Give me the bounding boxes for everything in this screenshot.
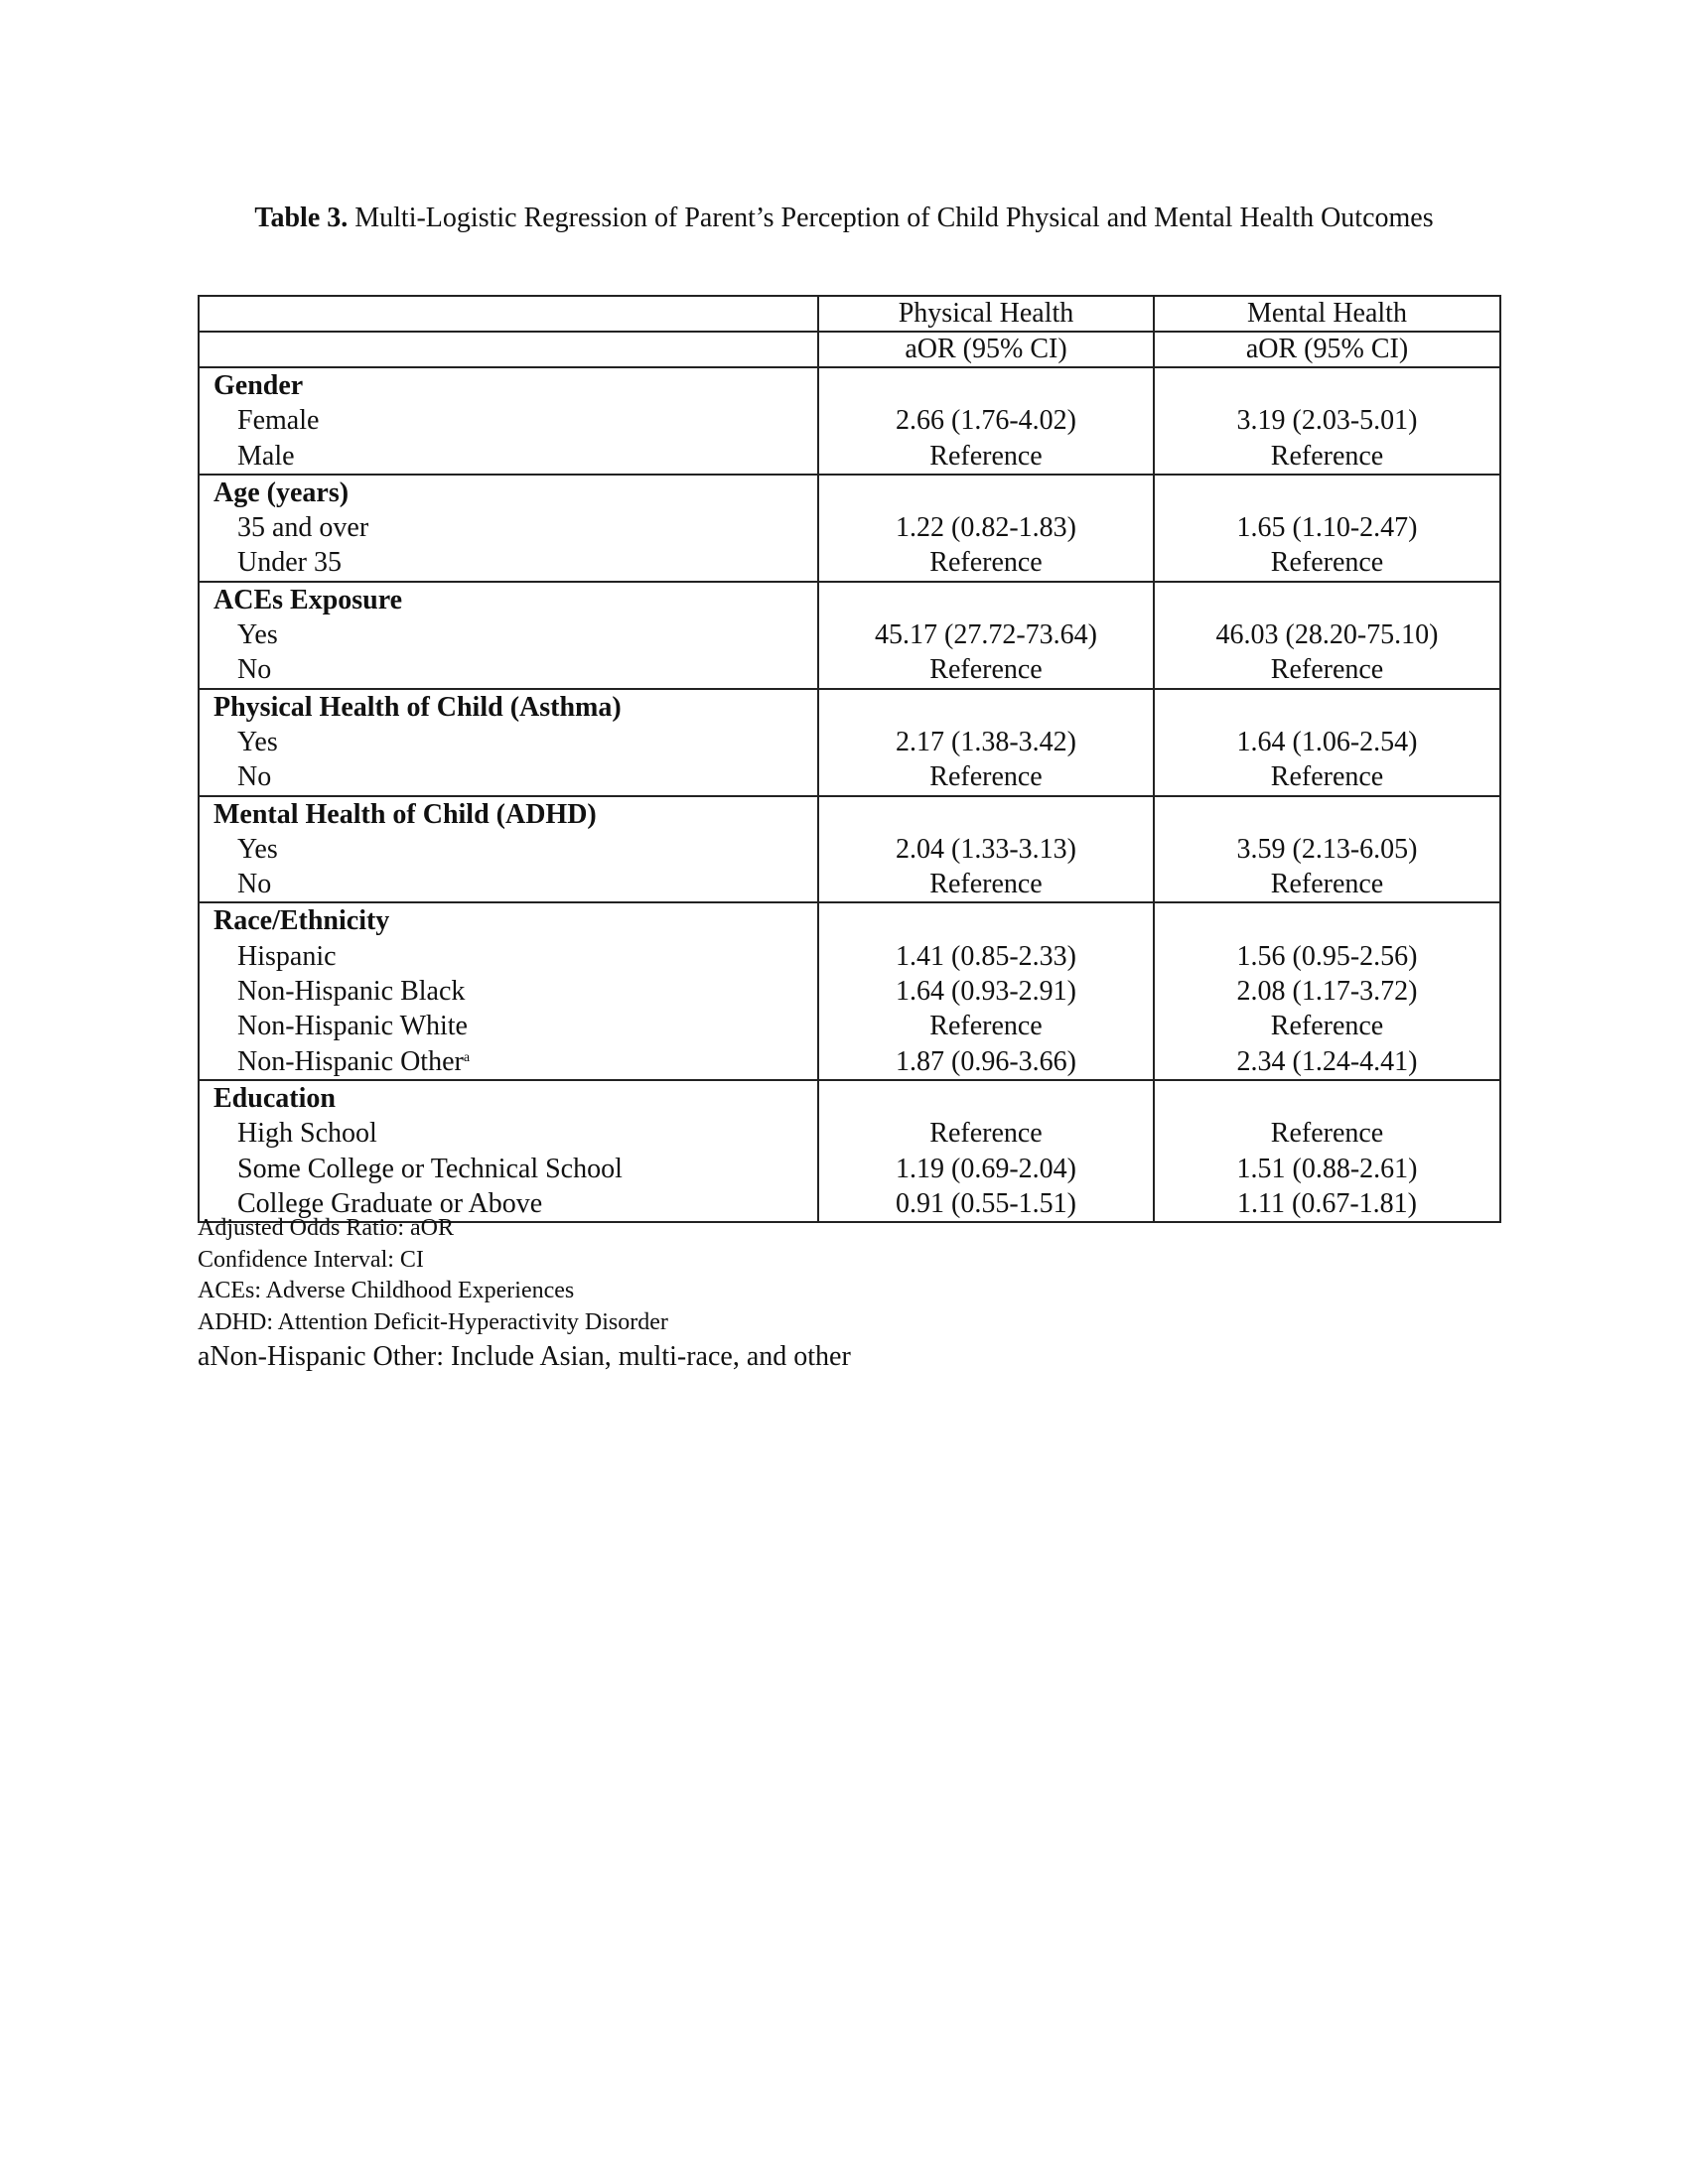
physical-value: 45.17 (27.72-73.64) <box>875 619 1097 651</box>
regression-table <box>198 295 1501 1223</box>
physical-cell <box>818 796 1154 903</box>
row-label-text: Non-Hispanic Other <box>237 1045 464 1077</box>
row-label <box>200 1044 817 1079</box>
row-label-text: High School <box>237 1118 377 1150</box>
row-label-text: College Graduate or Above <box>237 1187 543 1219</box>
table-caption <box>199 200 1489 236</box>
physical-cell <box>818 902 1154 1079</box>
row-label <box>200 510 817 545</box>
header-physical: Physical Health <box>818 296 1154 332</box>
physical-value: Reference <box>929 1011 1043 1042</box>
physical-value: Reference <box>929 1118 1043 1150</box>
spacer <box>1155 690 1499 725</box>
physical-value: 1.41 (0.85-2.33) <box>896 940 1076 972</box>
physical-value: Reference <box>929 654 1043 686</box>
spacer <box>819 368 1153 403</box>
row-label <box>200 652 817 687</box>
label-cell <box>199 902 818 1079</box>
row-label <box>200 759 817 794</box>
row-label-text: Yes <box>237 726 278 757</box>
row-label-text: No <box>237 869 272 900</box>
group-title: Mental Health of Child (ADHD) <box>213 798 597 830</box>
group-title: ACEs Exposure <box>213 584 403 615</box>
row-label <box>200 832 817 867</box>
table-group <box>199 689 1500 796</box>
spacer <box>1155 1081 1499 1116</box>
table-group <box>199 582 1500 689</box>
subheader-physical: aOR (95% CI) <box>818 332 1154 367</box>
row-label-text: Under 35 <box>237 547 342 579</box>
mental-value: 46.03 (28.20-75.10) <box>1215 619 1439 651</box>
row-label-text: No <box>237 761 272 793</box>
table-group <box>199 796 1500 903</box>
header-row <box>199 296 1500 332</box>
physical-value: Reference <box>929 869 1043 900</box>
table-group <box>199 902 1500 1079</box>
physical-value: 1.87 (0.96-3.66) <box>896 1045 1076 1077</box>
mental-value: Reference <box>1270 547 1384 579</box>
spacer <box>1155 476 1499 510</box>
row-label <box>200 403 817 438</box>
mental-value: Reference <box>1270 1011 1384 1042</box>
row-label <box>200 939 817 974</box>
spacer <box>819 690 1153 725</box>
physical-value: 1.64 (0.93-2.91) <box>896 976 1076 1008</box>
table-notes <box>198 1213 851 1374</box>
subheader-blank-cell <box>199 332 818 367</box>
physical-cell <box>818 1080 1154 1222</box>
spacer <box>819 797 1153 832</box>
mental-value: Reference <box>1270 654 1384 686</box>
subheader-row <box>199 332 1500 367</box>
header-mental: Mental Health <box>1154 296 1500 332</box>
row-label <box>200 617 817 652</box>
physical-cell <box>818 582 1154 689</box>
physical-value: 2.66 (1.76-4.02) <box>896 405 1076 437</box>
mental-value: Reference <box>1270 869 1384 900</box>
row-label-text: Some College or Technical School <box>237 1153 623 1184</box>
physical-value: 2.17 (1.38-3.42) <box>896 726 1076 757</box>
spacer <box>1155 583 1499 617</box>
mental-value: 1.11 (0.67-1.81) <box>1237 1187 1417 1219</box>
physical-value: 0.91 (0.55-1.51) <box>896 1187 1076 1219</box>
spacer <box>819 583 1153 617</box>
spacer <box>819 903 1153 938</box>
footnote-other: aNon-Hispanic Other: Include Asian, multi-race, and other <box>198 1341 851 1372</box>
row-label-text: Non-Hispanic Black <box>237 976 466 1008</box>
row-label <box>200 867 817 901</box>
physical-value: Reference <box>929 547 1043 579</box>
footnote-marker: a <box>463 1049 471 1065</box>
label-cell <box>199 582 818 689</box>
row-label-text: Female <box>237 405 320 437</box>
physical-value: 1.22 (0.82-1.83) <box>896 512 1076 544</box>
mental-value: 1.64 (1.06-2.54) <box>1236 726 1418 757</box>
row-label-text: 35 and over <box>237 512 369 544</box>
physical-cell <box>818 689 1154 796</box>
spacer <box>1155 368 1499 403</box>
label-cell <box>199 796 818 903</box>
mental-value: 1.65 (1.10-2.47) <box>1236 512 1418 544</box>
group-title: Gender <box>213 370 304 401</box>
row-label <box>200 1116 817 1151</box>
row-label-text: No <box>237 654 272 686</box>
mental-value: 2.08 (1.17-3.72) <box>1236 976 1418 1008</box>
row-label-text: Hispanic <box>237 940 337 972</box>
note-adhd: ADHD: Attention Deficit-Hyperactivity Disorder <box>198 1308 668 1335</box>
row-label-text: Yes <box>237 619 278 651</box>
physical-value: Reference <box>929 440 1043 472</box>
row-label-text: Yes <box>237 833 278 865</box>
mental-cell <box>1154 1080 1500 1222</box>
row-label <box>200 725 817 759</box>
spacer <box>819 1081 1153 1116</box>
spacer <box>1155 797 1499 832</box>
note-aor: Adjusted Odds Ratio: aOR <box>198 1215 454 1241</box>
table-group <box>199 367 1500 475</box>
caption-text: Multi-Logistic Regression of Parent’s Perception of Child Physical and Mental Health Outcomes <box>348 203 1434 233</box>
physical-value: 1.19 (0.69-2.04) <box>896 1153 1076 1184</box>
mental-cell <box>1154 796 1500 903</box>
header-blank-cell <box>199 296 818 332</box>
group-title: Education <box>213 1082 336 1114</box>
mental-cell <box>1154 902 1500 1079</box>
physical-cell <box>818 475 1154 582</box>
label-cell <box>199 1080 818 1222</box>
label-cell <box>199 689 818 796</box>
note-ci: Confidence Interval: CI <box>198 1246 424 1273</box>
group-title: Race/Ethnicity <box>213 905 390 937</box>
mental-value: Reference <box>1270 761 1384 793</box>
physical-value: 2.04 (1.33-3.13) <box>896 833 1076 865</box>
spacer <box>819 476 1153 510</box>
row-label <box>200 1152 817 1186</box>
mental-value: 3.59 (2.13-6.05) <box>1236 833 1418 865</box>
mental-value: 3.19 (2.03-5.01) <box>1236 405 1418 437</box>
mental-value: 1.56 (0.95-2.56) <box>1236 940 1418 972</box>
row-label <box>200 439 817 474</box>
mental-cell <box>1154 367 1500 475</box>
mental-value: Reference <box>1270 440 1384 472</box>
table-group <box>199 1080 1500 1222</box>
label-cell <box>199 367 818 475</box>
mental-value: 1.51 (0.88-2.61) <box>1236 1153 1418 1184</box>
label-cell <box>199 475 818 582</box>
mental-value: 2.34 (1.24-4.41) <box>1236 1045 1418 1077</box>
mental-value: Reference <box>1270 1118 1384 1150</box>
mental-cell <box>1154 689 1500 796</box>
group-title: Physical Health of Child (Asthma) <box>213 691 622 723</box>
row-label-text: Non-Hispanic White <box>237 1011 468 1042</box>
row-label-text: Male <box>237 440 295 472</box>
row-label <box>200 974 817 1009</box>
row-label <box>200 1009 817 1043</box>
table-group <box>199 475 1500 582</box>
caption-label: Table 3. <box>254 203 349 233</box>
physical-cell <box>818 367 1154 475</box>
row-label <box>200 545 817 580</box>
mental-cell <box>1154 582 1500 689</box>
subheader-mental: aOR (95% CI) <box>1154 332 1500 367</box>
group-title: Age (years) <box>213 477 350 508</box>
note-aces: ACEs: Adverse Childhood Experiences <box>198 1278 575 1303</box>
physical-value: Reference <box>929 761 1043 793</box>
mental-cell <box>1154 475 1500 582</box>
spacer <box>1155 903 1499 938</box>
